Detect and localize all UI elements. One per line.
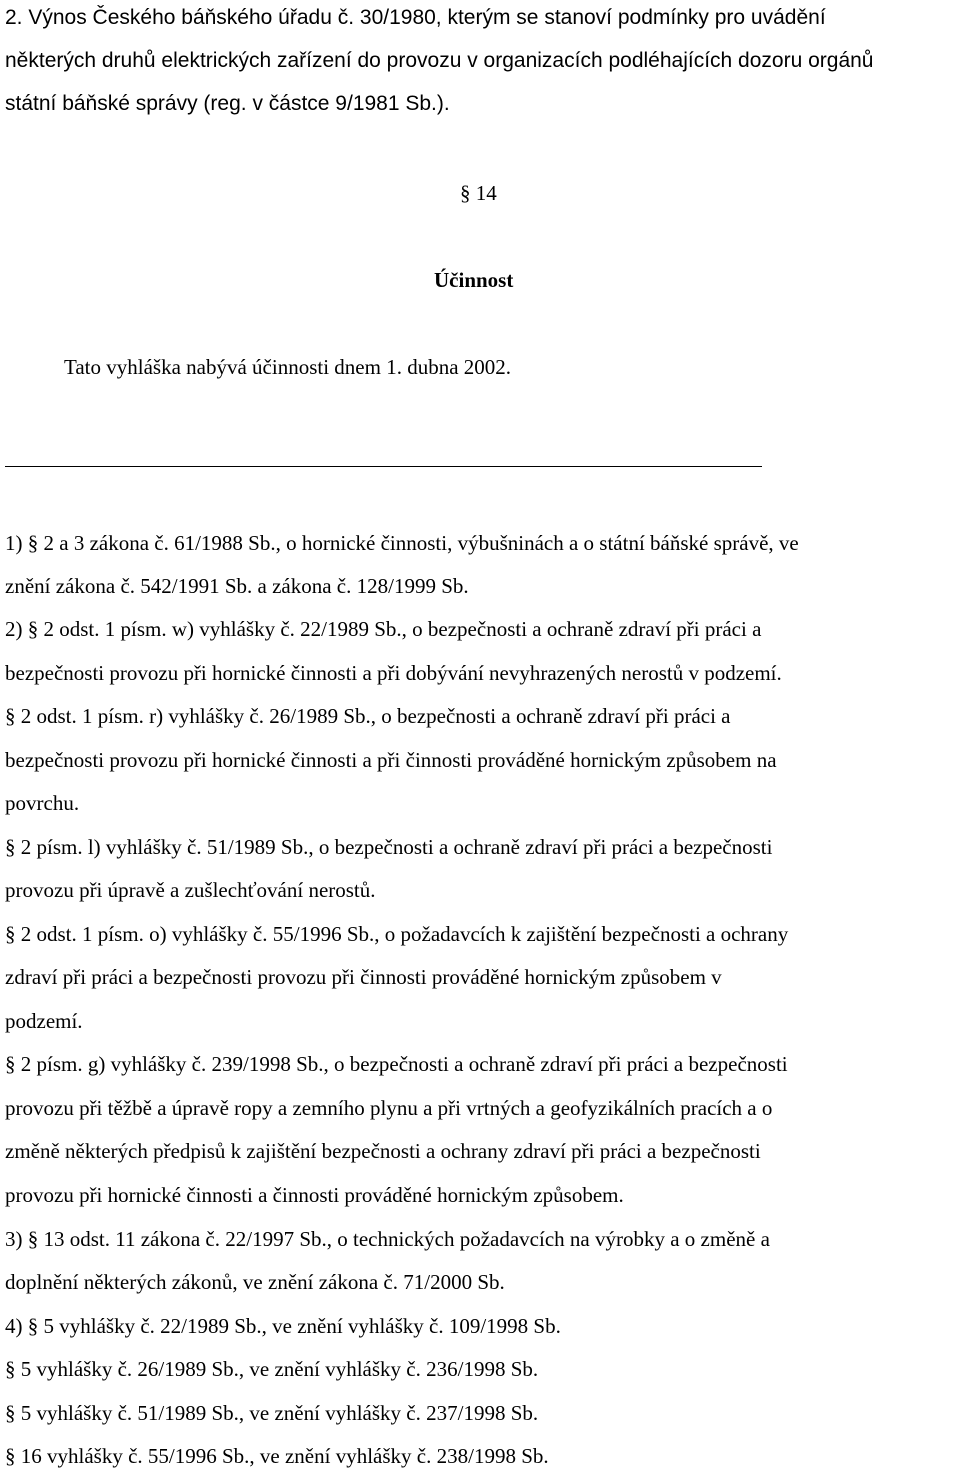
footnote-separator: [5, 466, 762, 467]
footnote-line: znění zákona č. 542/1991 Sb. a zákona č. 128/1999 Sb.: [5, 574, 469, 598]
footnote-line: zdraví při práci a bezpečnosti provozu při činnosti prováděné hornickým způsobem v: [5, 965, 722, 989]
footnote-line: § 2 písm. l) vyhlášky č. 51/1989 Sb., o bezpečnosti a ochraně zdraví při práci a bezpečnosti: [5, 835, 773, 859]
footnote-line: 4) § 5 vyhlášky č. 22/1989 Sb., ve znění vyhlášky č. 109/1998 Sb.: [5, 1314, 561, 1338]
footnote-line: 1) § 2 a 3 zákona č. 61/1988 Sb., o hornické činnosti, výbušninách a o státní báňské správě, ve: [5, 531, 799, 555]
footnote-line: § 2 odst. 1 písm. r) vyhlášky č. 26/1989 Sb., o bezpečnosti a ochraně zdraví při práci a: [5, 704, 731, 728]
footnote-line: § 2 odst. 1 písm. o) vyhlášky č. 55/1996 Sb., o požadavcích k zajištění bezpečnosti a ochrany: [5, 922, 789, 946]
footnote-line: § 16 vyhlášky č. 55/1996 Sb., ve znění vyhlášky č. 238/1998 Sb.: [5, 1444, 549, 1468]
footnote-line: § 2 písm. g) vyhlášky č. 239/1998 Sb., o bezpečnosti a ochraně zdraví při práci a bezpečnosti: [5, 1052, 788, 1076]
section-number: § 14: [460, 181, 497, 205]
footnote-line: provozu při těžbě a úpravě ropy a zemního plynu a při vrtných a geofyzikálních pracích a o: [5, 1096, 773, 1120]
footnote-line: změně některých předpisů k zajištění bezpečnosti a ochrany zdraví při práci a bezpečnosti: [5, 1139, 761, 1163]
footnote-line: podzemí.: [5, 1009, 83, 1033]
footnote-line: § 5 vyhlášky č. 26/1989 Sb., ve znění vyhlášky č. 236/1998 Sb.: [5, 1357, 539, 1381]
footnote-line: 2) § 2 odst. 1 písm. w) vyhlášky č. 22/1989 Sb., o bezpečnosti a ochraně zdraví při práci a: [5, 617, 762, 641]
section-text: Tato vyhláška nabývá účinnosti dnem 1. dubna 2002.: [64, 355, 512, 379]
footnote-line: bezpečnosti provozu při hornické činnosti a při dobývání nevyhrazených nerostů v podzemí.: [5, 661, 782, 685]
section-title: Účinnost: [434, 268, 514, 292]
footnote-line: § 5 vyhlášky č. 51/1989 Sb., ve znění vyhlášky č. 237/1998 Sb.: [5, 1401, 539, 1425]
intro-line: některých druhů elektrických zařízení do provozu v organizacích podléhajících dozoru orgánů: [5, 49, 874, 72]
footnote-line: 3) § 13 odst. 11 zákona č. 22/1997 Sb., o technických požadavcích na výrobky a o změně a: [5, 1227, 770, 1251]
footnote-line: bezpečnosti provozu při hornické činnosti a při činnosti prováděné hornickým způsobem na: [5, 748, 777, 772]
footnote-line: provozu při hornické činnosti a činnosti prováděné hornickým způsobem.: [5, 1183, 624, 1207]
intro-line: 2. Výnos Českého báňského úřadu č. 30/1980, kterým se stanoví podmínky pro uvádění: [5, 6, 826, 29]
intro-line: státní báňské správy (reg. v částce 9/1981 Sb.).: [5, 92, 450, 115]
footnote-line: doplnění některých zákonů, ve znění zákona č. 71/2000 Sb.: [5, 1270, 505, 1294]
footnote-line: provozu při úpravě a zušlechťování nerostů.: [5, 878, 376, 902]
footnote-line: povrchu.: [5, 791, 80, 815]
